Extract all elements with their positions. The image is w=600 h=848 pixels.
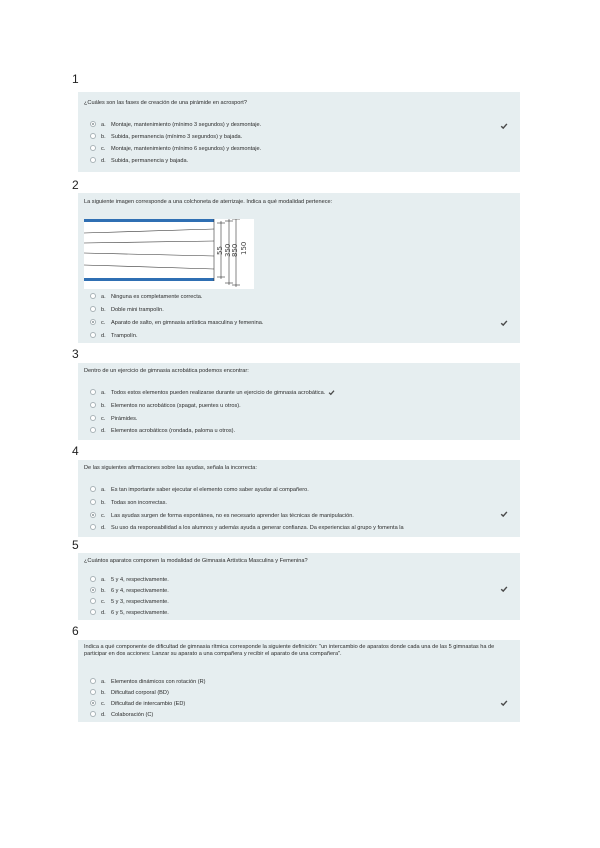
radio-button[interactable] (90, 332, 96, 338)
answer-option[interactable]: b. Todas son incorrectas. (90, 498, 167, 508)
radio-button[interactable] (90, 145, 96, 151)
question-text: La siguiente imagen corresponde a una colchoneta de aterrizaje. Indica a qué modalidad pertenece: (84, 199, 333, 205)
answer-option[interactable]: a. Es tan importante saber ejecutar el elemento como saber ayudar al compañero. (90, 485, 309, 495)
radio-button[interactable] (90, 587, 96, 593)
radio-button[interactable] (90, 598, 96, 604)
answer-option[interactable]: c. Dificultad de intercambio (ED) (90, 699, 185, 709)
radio-button[interactable] (90, 711, 96, 717)
checkmark-icon (500, 699, 508, 707)
answer-option[interactable]: c. Las ayudas surgen de forma espontánea, no es necesario aprender las técnicas de manipulación. (90, 511, 354, 521)
answer-option[interactable]: d. Trampolín. (90, 331, 138, 341)
radio-button[interactable] (90, 133, 96, 139)
radio-button[interactable] (90, 524, 96, 530)
answer-option[interactable]: a. Montaje, mantenimiento (mínimo 3 segundos) y desmontaje. (90, 120, 261, 130)
radio-button[interactable] (90, 512, 96, 518)
checkmark-icon (500, 122, 508, 130)
answer-option[interactable]: d. Elementos acrobáticos (rondada, paloma u otros). (90, 426, 235, 436)
checkmark-icon (500, 319, 508, 327)
radio-button[interactable] (90, 609, 96, 615)
question-text: Dentro de un ejercicio de gimnasia acrobática podemos encontrar: (84, 368, 249, 374)
dimension-label: 55 (216, 246, 224, 255)
answer-option[interactable]: c. Pirámides. (90, 414, 137, 424)
radio-button[interactable] (90, 486, 96, 492)
radio-button[interactable] (90, 402, 96, 408)
question-number: 2 (72, 178, 79, 192)
radio-button[interactable] (90, 689, 96, 695)
question-number: 4 (72, 444, 79, 458)
question-card (78, 363, 520, 440)
radio-button[interactable] (90, 389, 96, 395)
landing-mat-diagram (84, 219, 254, 289)
answer-option[interactable]: b. Subida, permanencia (mínimo 3 segundos) y bajada. (90, 132, 242, 142)
dimension-label: 150 (240, 241, 248, 255)
question-number: 3 (72, 347, 79, 361)
answer-option[interactable]: c. Aparato de salto, en gimnasia artística masculina y femenina. (90, 318, 263, 328)
question-number: 1 (72, 72, 79, 86)
checkmark-icon (500, 585, 508, 593)
radio-button[interactable] (90, 157, 96, 163)
answer-option[interactable]: c. Montaje, mantenimiento (mínimo 6 segundos) y desmontaje. (90, 144, 261, 154)
question-text: ¿Cuántos aparatos componen la modalidad de Gimnasia Artística Masculina y Femenina? (84, 558, 308, 564)
question-text: ¿Cuáles son las fases de creación de una pirámide en acrosport? (84, 100, 247, 106)
answer-option[interactable]: b. 6 y 4, respectivamente. (90, 586, 169, 596)
answer-option[interactable]: b. Elementos no acrobáticos (spagat, puentes u otros). (90, 401, 241, 411)
question-card (78, 193, 520, 343)
question-card (78, 640, 520, 722)
radio-button[interactable] (90, 576, 96, 582)
question-card (78, 553, 520, 620)
radio-button[interactable] (90, 427, 96, 433)
answer-option[interactable]: d. Su uso da responsabilidad a los alumnos y además ayuda a generar confianza. Da experiencias al grupo y fomenta la (90, 523, 404, 533)
answer-option[interactable]: a. Ninguna es completamente correcta. (90, 292, 202, 302)
answer-option[interactable]: c. 5 y 3, respectivamente. (90, 597, 169, 607)
dimension-label: 350 (224, 243, 232, 257)
radio-button[interactable] (90, 415, 96, 421)
radio-button[interactable] (90, 700, 96, 706)
question-number: 6 (72, 624, 79, 638)
radio-button[interactable] (90, 293, 96, 299)
question-number: 5 (72, 538, 79, 552)
question-card (78, 460, 520, 537)
question-text: Indica a qué componente de dificultad de gimnasia rítmica corresponde la siguiente definición: "un intercambio de aparatos donde cada una de las 5 gimnastas ha de participar en dos acciones: Lanzar su aparato a una compañera y recibir el aparato de una compañera". (84, 644, 495, 658)
answer-option[interactable]: b. Doble mini trampolín. (90, 305, 164, 315)
landing-mat-image (84, 219, 254, 289)
answer-option[interactable]: d. 6 y 5, respectivamente. (90, 608, 169, 618)
checkmark-icon (328, 389, 335, 396)
answer-option[interactable]: a. Elementos dinámicos con rotación (R) (90, 677, 206, 687)
answer-option[interactable]: d. Subida, permanencia y bajada. (90, 156, 188, 166)
question-text: De las siguientes afirmaciones sobre las ayudas, señala la incorrecta: (84, 465, 257, 471)
dimension-label: 850 (231, 243, 239, 257)
answer-option[interactable]: a. Todos estos elementos pueden realizarse durante un ejercicio de gimnasia acrobática. (90, 388, 335, 398)
radio-button[interactable] (90, 306, 96, 312)
answer-option[interactable]: b. Dificultad corporal (BD) (90, 688, 169, 698)
question-card (78, 92, 520, 172)
radio-button[interactable] (90, 678, 96, 684)
answer-option[interactable]: d. Colaboración (C) (90, 710, 153, 720)
radio-button[interactable] (90, 121, 96, 127)
checkmark-icon (500, 510, 508, 518)
radio-button[interactable] (90, 499, 96, 505)
answer-option[interactable]: a. 5 y 4, respectivamente. (90, 575, 169, 585)
radio-button[interactable] (90, 319, 96, 325)
